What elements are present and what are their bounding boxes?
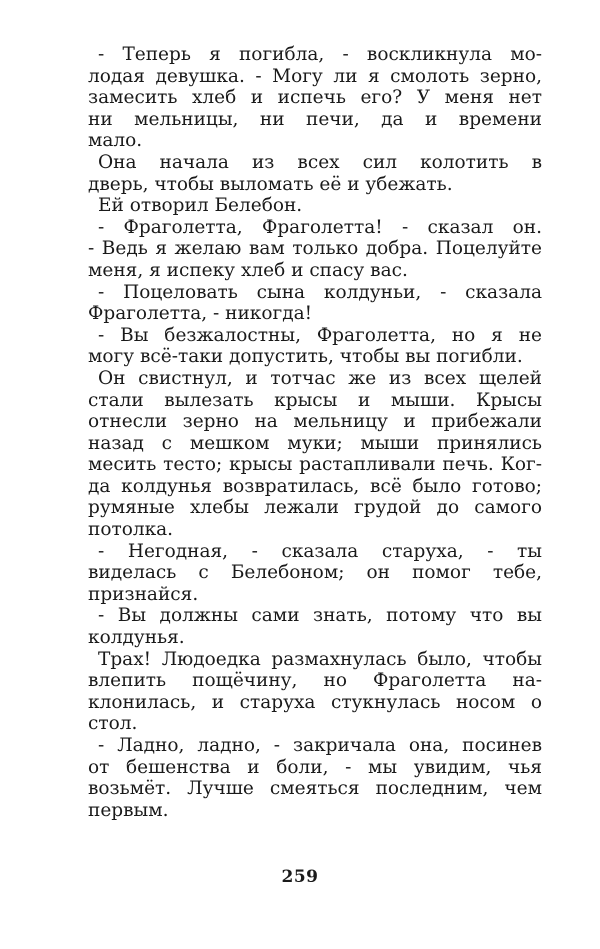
text-line: - Теперь я погибла, - воскликнула мо- [98,44,542,65]
text-line: - Ведь я желаю вам только добра. Поцелуйте [88,238,542,260]
text-line: влепить пощёчину, но Фраголетта на- [88,670,542,692]
text-line: первым. [88,799,169,821]
text-line: отнесли зерно на мельницу и прибежали [88,411,542,433]
text-line: потолка. [88,519,174,541]
text-line: Она начала из всех сил колотить в [98,151,542,173]
text-line: виделась с Белебоном; он помог тебе, [88,562,542,584]
text-line: колдунья. [88,627,185,649]
text-line: ни мельницы, ни печи, да и времени [88,108,542,130]
text-line: мало. [88,130,143,152]
text-line: назад с мешком муки; мыши принялись [88,432,542,454]
text-line: Трах! Людоедка размахнулась было, чтобы [98,648,542,670]
text-line: замесить хлеб и испечь его? У меня нет [88,87,542,109]
text-line: Фраголетта, - никогда! [88,303,313,325]
text-line: стали вылезать крысы и мыши. Крысы [88,389,542,411]
text-line: Он свистнул, и тотчас же из всех щелей [98,367,542,389]
text-line: клонилась, и старуха стукнулась носом о [88,691,542,713]
text-line: от бешенства и боли, - мы увидим, чья [88,756,542,778]
text-line: - Негодная, - сказала старуха, - ты [98,540,542,562]
text-line: да колдунья возвратилась, всё было готово; [88,475,542,497]
text-line: - Вы должны сами знать, потому что вы [98,605,542,627]
text-line: - Фраголетта, Фраголетта! - сказал он. [98,216,542,238]
text-line: дверь, чтобы выломать её и убежать. [88,173,453,195]
text-line: лодая девушка. - Могу ли я смолоть зерно, [88,65,542,87]
text-line: меня, я испеку хлеб и спасу вас. [88,259,408,281]
text-line: признайся. [88,583,199,605]
text-line: могу всё-таки допустить, чтобы вы погибли. [88,346,523,368]
text-line: возьмёт. Лучше смеяться последним, чем [88,778,542,800]
page-number: 259 [281,867,319,887]
text-line: румяные хлебы лежали грудой до самого [88,497,542,519]
text-line: месить тесто; крысы растапливали печь. Ког- [88,454,542,476]
text-line: - Вы безжалостны, Фраголетта, но я не [98,324,542,346]
text-line: - Поцеловать сына колдуньи, - сказала [98,281,542,303]
text-line: - Ладно, ладно, - закричала она, посинев [98,735,542,756]
text-line: Ей отворил Белебон. [98,195,303,217]
text-line: стол. [88,713,138,735]
page-body-text [88,44,542,821]
